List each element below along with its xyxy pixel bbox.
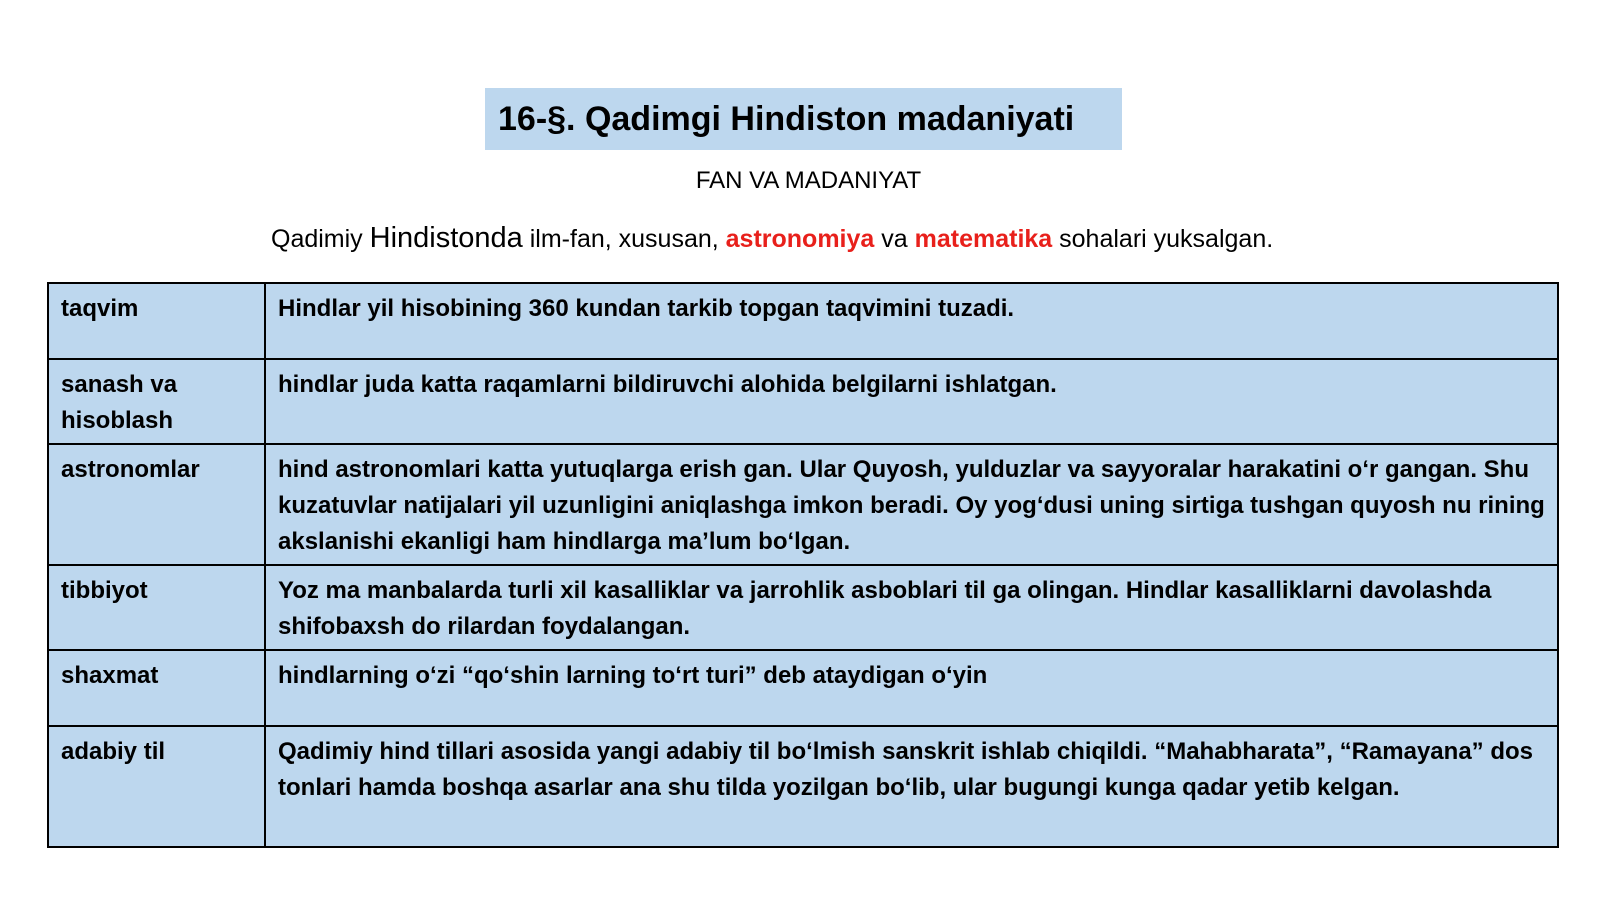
topic-cell: taqvim bbox=[48, 283, 265, 359]
title-box bbox=[485, 88, 1122, 150]
intro-part-1: Qadimiy bbox=[271, 225, 370, 253]
description-cell: Qadimiy hind tillari asosida yangi adabiy til bo‘lmish sanskrit ishlab chiqildi. “Mahabharata”, “Ramayana” dos tonlari hamda boshqa asarlar ana shu tilda yozilgan bo‘lib, ular bugungi kunga qadar yetib kelgan. bbox=[265, 726, 1558, 847]
intro-part-3: ilm-fan, xususan, bbox=[522, 225, 726, 253]
table-row bbox=[48, 283, 1558, 359]
topic-cell: tibbiyot bbox=[48, 565, 265, 650]
topic-cell: shaxmat bbox=[48, 650, 265, 726]
table-row bbox=[48, 359, 1558, 444]
facts-table bbox=[47, 282, 1559, 848]
table-row bbox=[48, 726, 1558, 847]
description-cell: Yoz ma manbalarda turli xil kasalliklar va jarrohlik asboblari til ga olingan. Hindlar kasalliklarni davolashda shifobaxsh do rilardan foydalangan. bbox=[265, 565, 1558, 650]
intro-part-5: sohalari yuksalgan. bbox=[1052, 225, 1274, 253]
highlight-mathematics: matematika bbox=[914, 225, 1053, 253]
description-cell: hindlar juda katta raqamlarni bildiruvchi alohida belgilarni ishlatgan. bbox=[265, 359, 1558, 444]
intro-sentence bbox=[271, 222, 1273, 255]
highlight-astronomy: astronomiya bbox=[725, 225, 875, 253]
intro-part-2: Hindistonda bbox=[369, 222, 523, 254]
topic-cell: astronomlar bbox=[48, 444, 265, 565]
topic-cell: adabiy til bbox=[48, 726, 265, 847]
table-row bbox=[48, 444, 1558, 565]
section-subtitle: FAN VA MADANIYAT bbox=[695, 167, 922, 194]
description-cell: hind astronomlari katta yutuqlarga erish gan. Ular Quyosh, yulduzlar va sayyoralar harakatini o‘r gangan. Shu kuzatuvlar natijalari yil uzunligini aniqlashga imkon beradi. Oy yog‘dusi uning sirtiga tushgan quyosh nu rining akslanishi ekanligi ham hindlarga ma’lum bo‘lgan. bbox=[265, 444, 1558, 565]
topic-cell: sanash va hisoblash bbox=[48, 359, 265, 444]
intro-part-4: va bbox=[874, 225, 915, 253]
description-cell: Hindlar yil hisobining 360 kundan tarkib topgan taqvimini tuzadi. bbox=[265, 283, 1558, 359]
page-title: 16-§. Qadimgi Hindiston madaniyati bbox=[498, 99, 1075, 138]
table-row bbox=[48, 565, 1558, 650]
description-cell: hindlarning o‘zi “qo‘shin larning to‘rt turi” deb ataydigan o‘yin bbox=[265, 650, 1558, 726]
table-row bbox=[48, 650, 1558, 726]
